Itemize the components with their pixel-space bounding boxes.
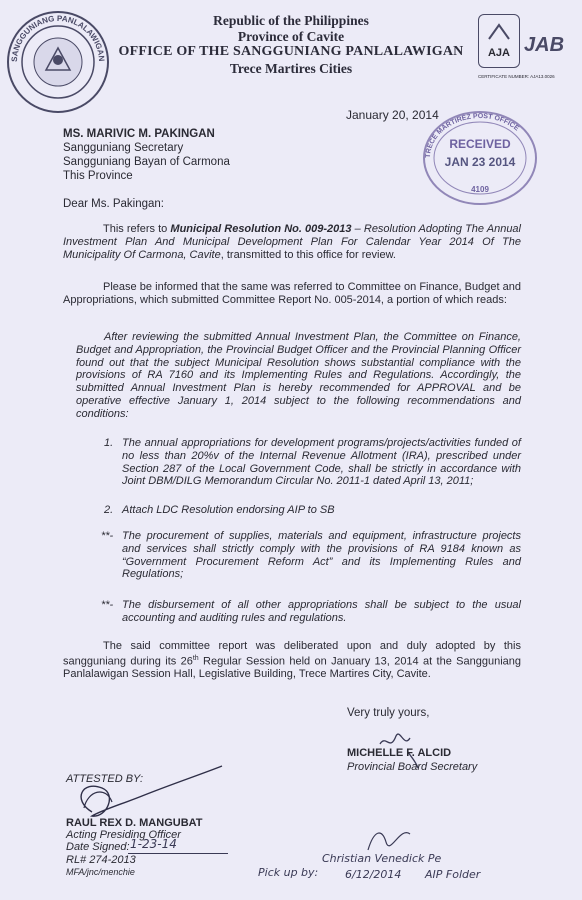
pickup-label: Pick up by: bbox=[258, 866, 319, 879]
aja-mark-icon bbox=[487, 23, 511, 41]
paragraph-reference: This refers to Municipal Resolution No. 009-2013 – Resolution Adopting The Annual Investment Plan And Municipal Development Plan For Calendar Year 2014 Of The Municipality Of Carmona, Cavite, transmitted to this office for review. bbox=[63, 223, 521, 261]
seal-text: SANGGUNIANG PANLALAWIGAN bbox=[9, 13, 107, 63]
attested-name: RAUL REX D. MANGUBAT bbox=[66, 817, 203, 829]
note-procurement: The procurement of supplies, materials and equipment, infrastructure projects and services shall strictly comply with the provisions of RA 9184 known as “Government Procurement Reform Act” and its Implementing Rules and Regulations; bbox=[122, 530, 521, 581]
stamp-code: 4109 bbox=[471, 185, 489, 194]
date-signed-label: Date Signed: bbox=[66, 841, 130, 853]
header-office: OFFICE OF THE SANGGUNIANG PANLALAWIGAN bbox=[118, 44, 464, 59]
committee-report-quote: After reviewing the submitted Annual Investment Plan, the Committee on Finance, Budget and Appropriation, the Provincial Budget Officer and the Provincial Planning Officer found out that the subject Municipal Resolution shows substantial compliance with the provisions of RA 7160 and its Implementing Rules and Regulations. Accordingly, the submitted Annual Investment Plan is hereby recommended for APPROVAL and be operative effective January 1, 2014 subject to the following recommendations and conditions: bbox=[76, 331, 521, 420]
rl-number: RL# 274-2013 bbox=[66, 854, 136, 866]
header-province: Province of Cavite bbox=[237, 29, 345, 44]
closing: Very truly yours, bbox=[347, 707, 430, 719]
date-underline bbox=[128, 853, 228, 854]
header-republic: Republic of the Philippines bbox=[213, 13, 369, 28]
svg-text:TRECE MARTIREZ POST OFFICE bbox=[425, 113, 520, 158]
paragraph-adoption: The said committee report was deliberated upon and duly adopted by this sangguniang during its 26th Regular Session held on January 13, 2014 at the Sangguniang Panlalawigan Session Hall, Legislative Building, Trece Martires City, Cavite. bbox=[63, 640, 521, 681]
attested-title: Acting Presiding Officer bbox=[66, 829, 181, 841]
pickup-folder: AIP Folder bbox=[425, 868, 481, 881]
letter-date: January 20, 2014 bbox=[346, 108, 439, 122]
salutation: Dear Ms. Pakingan: bbox=[63, 198, 164, 210]
condition-number: 2. bbox=[104, 504, 114, 516]
pickup-name: Christian Venedick Pe bbox=[322, 852, 442, 865]
addressee-office: Sangguniang Bayan of Carmona bbox=[63, 156, 230, 168]
addressee-title: Sangguniang Secretary bbox=[63, 142, 184, 154]
stamp-date: JAN 23 2014 bbox=[444, 155, 516, 169]
reference-initials: MFA/jnc/menchie bbox=[66, 867, 135, 877]
addressee-location: This Province bbox=[63, 170, 133, 182]
certification-logos bbox=[478, 14, 570, 84]
signatory-title: Provincial Board Secretary bbox=[347, 761, 478, 773]
date-signed-value: 1-23-14 bbox=[130, 837, 177, 851]
condition-number: 1. bbox=[104, 437, 114, 449]
note-disbursement: The disbursement of all other appropriations shall be subject to the usual accounting and auditing rules and regulations. bbox=[122, 599, 521, 624]
addressee-name: MS. MARIVIC M. PAKINGAN bbox=[63, 128, 215, 140]
condition-item: Attach LDC Resolution endorsing AIP to SB bbox=[122, 504, 335, 516]
certificate-number: CERTIFICATE NUMBER: AJA13.0026 bbox=[478, 74, 555, 79]
note-marker: **- bbox=[101, 599, 114, 611]
signatory-name: MICHELLE F. ALCID bbox=[347, 747, 452, 759]
condition-item: The annual appropriations for development programs/projects/activities funded of no less than 20%v of the Internal Revenue Allotment (IRA), prescribed under Section 287 of the Local Government Code, shall be strictly in accordance with Joint DBM/DILG Memorandum Circular No. 2011-1 dated April 13, 2011; bbox=[122, 437, 521, 488]
received-stamp bbox=[420, 108, 540, 208]
aja-logo: AJA bbox=[478, 14, 520, 68]
stamp-received: RECEIVED bbox=[449, 137, 511, 151]
stamp-office: TRECE MARTIREZ POST OFFICE bbox=[424, 112, 520, 159]
paragraph-referral: Please be informed that the same was referred to Committee on Finance, Budget and Appropriations, which submitted Committee Report No. 005-2014, a portion of which reads: bbox=[63, 281, 521, 306]
jab-logo: JAB bbox=[524, 34, 565, 56]
resolution-title: – Resolution Adopting The Annual Investment Plan And Municipal Development Plan For Calendar Year 2014 Of The Municipality Of Carmona, Cavite bbox=[63, 223, 521, 261]
attested-label: ATTESTED BY: bbox=[66, 773, 144, 785]
header-city: Trece Martires Cities bbox=[229, 61, 353, 76]
pickup-date: 6/12/2014 bbox=[345, 868, 402, 881]
note-marker: **- bbox=[101, 530, 114, 542]
resolution-number: Municipal Resolution No. 009-2013 bbox=[170, 223, 352, 235]
